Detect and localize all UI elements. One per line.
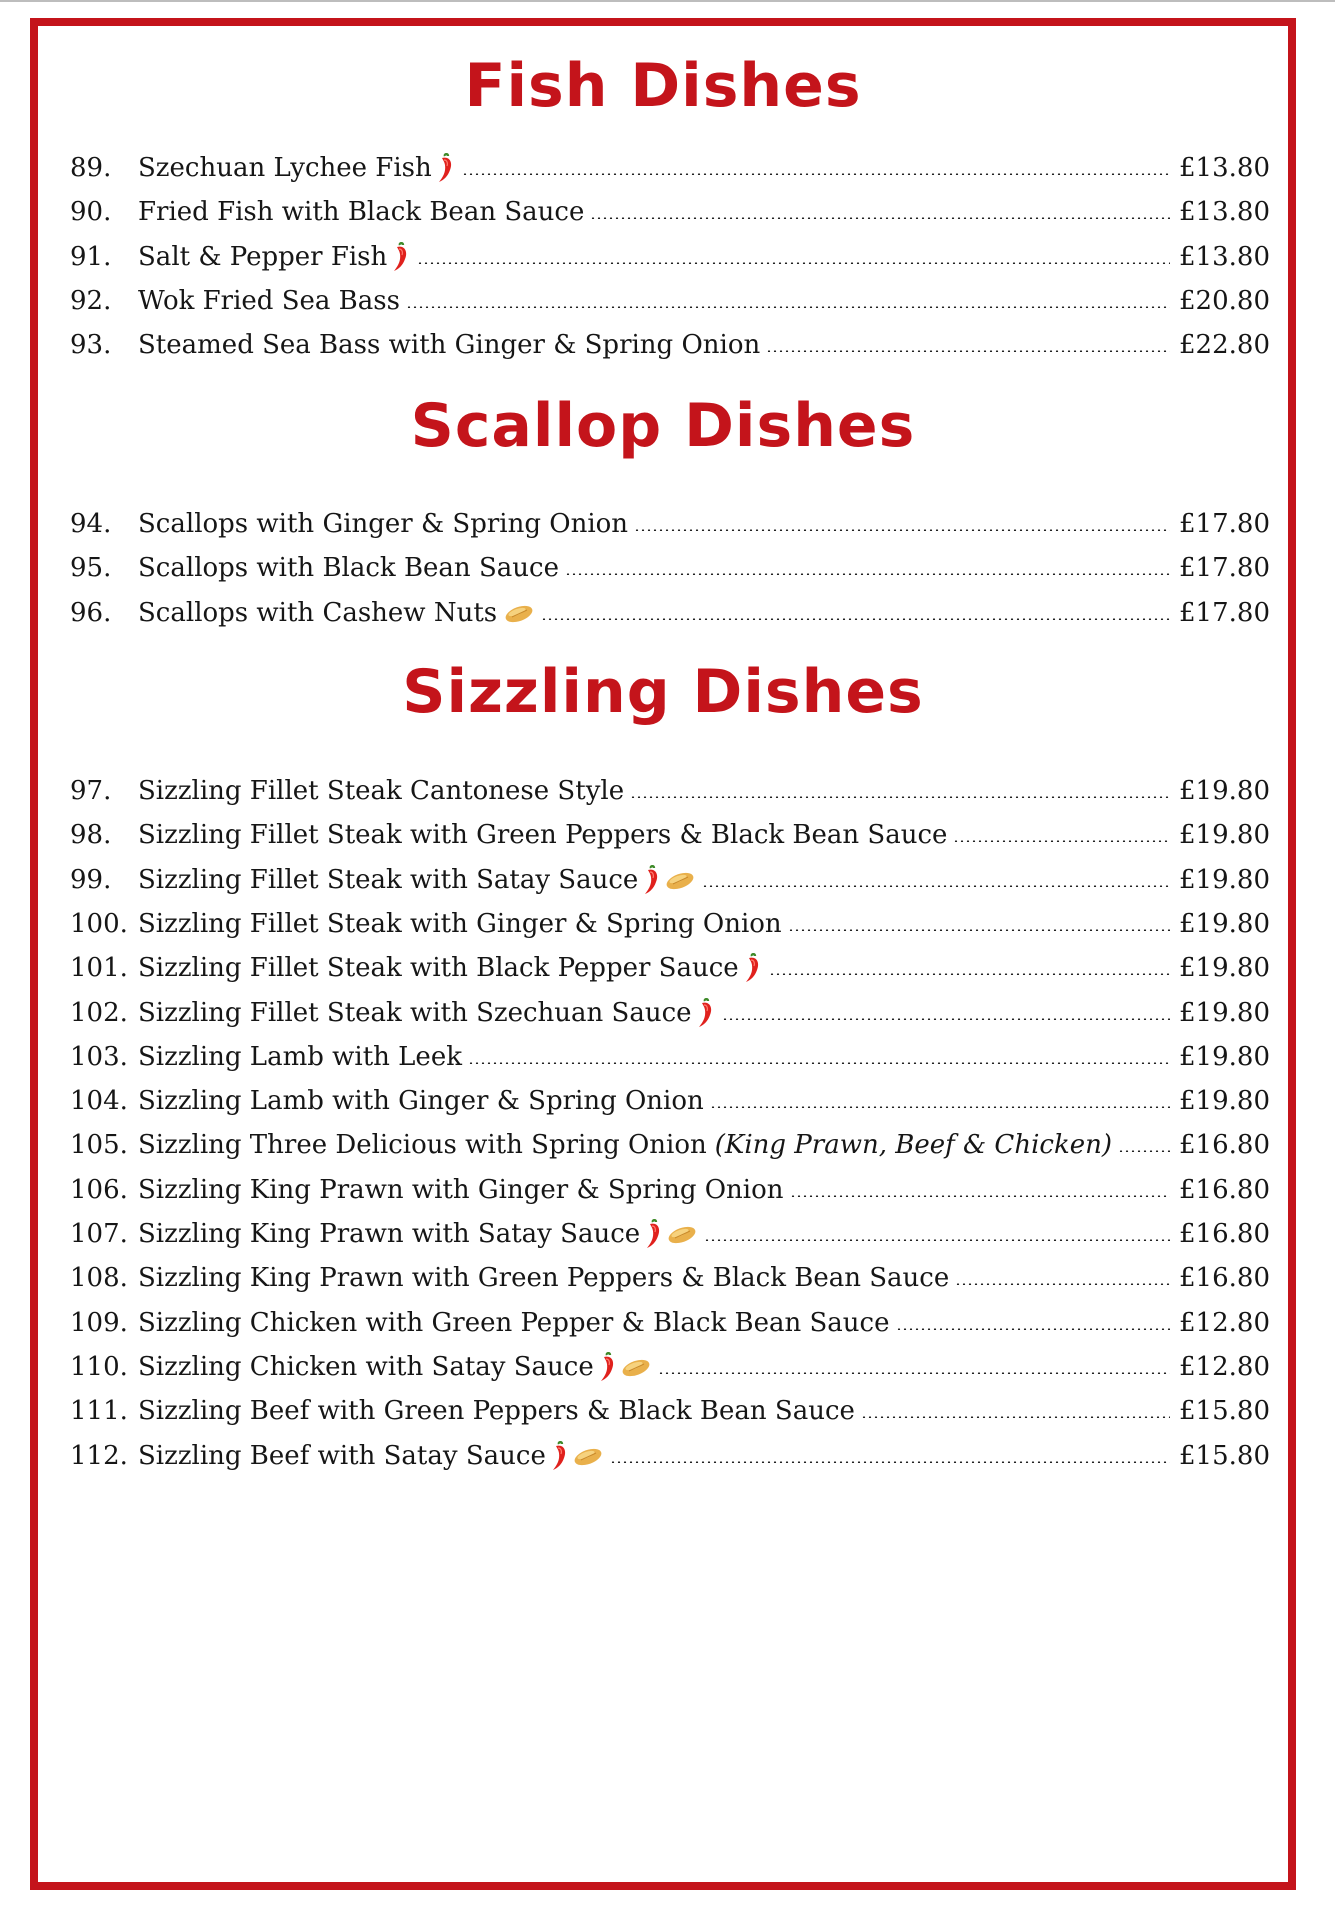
cashew-icon: [664, 869, 696, 891]
item-price: £17.80: [1179, 509, 1270, 539]
item-number: 106.: [70, 1174, 128, 1205]
dot-leader: [462, 173, 1170, 175]
item-icons: [436, 153, 456, 183]
item-number: 101.: [70, 953, 128, 984]
menu-item-row: [70, 1393, 1270, 1429]
item-name: Sizzling Three Delicious with Spring Onion: [138, 1130, 707, 1161]
item-number: 112.: [70, 1440, 128, 1471]
dot-leader: [953, 840, 1170, 842]
menu-item-row: [70, 283, 1270, 319]
item-price: £22.80: [1179, 330, 1270, 361]
item-name: Fried Fish with Black Bean Sauce: [138, 197, 585, 228]
item-note: (King Prawn, Beef & Chicken): [714, 1130, 1112, 1161]
item-name: Scallops with Cashew Nuts: [138, 597, 498, 628]
item-name: Szechuan Lychee Fish: [138, 153, 432, 183]
dot-leader: [710, 1106, 1170, 1108]
menu-item-row: [70, 1260, 1270, 1296]
cashew-icon: [503, 602, 535, 624]
menu-page-frame: [30, 18, 1296, 1890]
item-number: 90.: [70, 197, 112, 228]
item-number: 107.: [70, 1219, 128, 1249]
item-name: Salt & Pepper Fish: [138, 241, 388, 272]
menu-item-row: [70, 817, 1270, 853]
item-number: 97.: [70, 776, 112, 806]
item-name: Wok Fried Sea Bass: [138, 285, 400, 316]
item-number: 104.: [70, 1086, 128, 1117]
menu-item-row: [70, 150, 1270, 186]
menu-item-row: [70, 194, 1270, 230]
item-number: 98.: [70, 820, 112, 851]
item-icons: [598, 1352, 652, 1382]
item-number: 92.: [70, 285, 112, 316]
item-name: Sizzling Lamb with Ginger & Spring Onion: [138, 1086, 704, 1117]
menu-item-row: [70, 862, 1270, 898]
item-price: £15.80: [1179, 1440, 1270, 1471]
item-name: Sizzling King Prawn with Green Peppers & Black Bean Sauce: [138, 1263, 950, 1294]
item-icons: [391, 242, 411, 272]
chili-icon: [696, 998, 716, 1028]
item-name: Scallops with Black Bean Sauce: [138, 553, 559, 584]
item-number: 91.: [70, 241, 112, 272]
item-icons: [550, 1441, 604, 1471]
cashew-icon: [572, 1445, 604, 1467]
dot-leader: [790, 1195, 1170, 1197]
item-name: Scallops with Ginger & Spring Onion: [138, 509, 629, 539]
section-title: Fish Dishes: [464, 51, 862, 121]
menu-item-row: [70, 550, 1270, 586]
item-price: £16.80: [1179, 1263, 1270, 1294]
item-name: Sizzling Beef with Green Peppers & Black Bean Sauce: [138, 1396, 855, 1427]
item-price: £19.80: [1179, 864, 1270, 895]
menu-item-row: [70, 950, 1270, 986]
cashew-icon: [666, 1223, 698, 1245]
top-rule: [0, 0, 1335, 2]
item-name: Sizzling Fillet Steak Cantonese Style: [138, 776, 625, 806]
dot-leader: [658, 1372, 1170, 1374]
dot-leader: [610, 1461, 1170, 1463]
item-price: £19.80: [1179, 776, 1270, 806]
dot-leader: [630, 796, 1170, 798]
dot-leader: [861, 1416, 1170, 1418]
chili-icon: [642, 865, 662, 895]
dot-leader: [766, 350, 1170, 352]
item-price: £13.80: [1179, 153, 1270, 183]
item-number: 111.: [70, 1396, 128, 1427]
item-price: £19.80: [1179, 997, 1270, 1028]
dot-leader: [769, 973, 1170, 975]
item-number: 108.: [70, 1263, 128, 1294]
item-price: £15.80: [1179, 1396, 1270, 1427]
section-title: Scallop Dishes: [410, 391, 916, 461]
item-price: £16.80: [1179, 1174, 1270, 1205]
menu-item-row: [70, 1216, 1270, 1252]
item-price: £20.80: [1179, 285, 1270, 316]
dot-leader: [541, 618, 1170, 620]
menu-item-row: [70, 1349, 1270, 1385]
item-name: Sizzling Fillet Steak with Green Peppers & Black Bean Sauce: [138, 820, 948, 851]
item-price: £12.80: [1179, 1307, 1270, 1338]
item-price: £19.80: [1179, 820, 1270, 851]
chili-icon: [743, 953, 763, 983]
menu-item-row: [70, 239, 1270, 275]
item-name: Sizzling King Prawn with Ginger & Spring Onion: [138, 1174, 784, 1205]
item-name: Sizzling Lamb with Leek: [138, 1041, 462, 1072]
dot-leader: [406, 306, 1170, 308]
item-price: £19.80: [1179, 953, 1270, 984]
item-name: Sizzling Beef with Satay Sauce: [138, 1440, 546, 1471]
dot-leader: [896, 1328, 1171, 1330]
item-number: 96.: [70, 597, 112, 628]
item-icons: [642, 865, 696, 895]
dot-leader: [788, 929, 1170, 931]
dot-leader: [565, 573, 1170, 575]
item-icons: [501, 602, 535, 624]
chili-icon: [550, 1441, 570, 1471]
menu-item-row: [70, 506, 1270, 542]
item-number: 103.: [70, 1041, 128, 1072]
menu-item-row: [70, 1438, 1270, 1474]
chili-icon: [436, 153, 456, 183]
item-number: 110.: [70, 1351, 128, 1382]
section-title: Sizzling Dishes: [402, 657, 924, 727]
item-price: £17.80: [1179, 553, 1270, 584]
item-number: 93.: [70, 330, 112, 361]
dot-leader: [417, 262, 1170, 264]
item-name: Sizzling Chicken with Green Pepper & Black Bean Sauce: [138, 1307, 890, 1338]
item-price: £17.80: [1179, 597, 1270, 628]
chili-icon: [598, 1352, 618, 1382]
menu-item-row: [70, 1039, 1270, 1075]
item-icons: [696, 998, 716, 1028]
item-icons: [644, 1219, 698, 1249]
dot-leader: [1118, 1150, 1170, 1152]
cashew-icon: [620, 1356, 652, 1378]
item-price: £13.80: [1179, 241, 1270, 272]
item-number: 109.: [70, 1307, 128, 1338]
dot-leader: [634, 529, 1170, 531]
dot-leader: [704, 1239, 1170, 1241]
item-name: Sizzling Fillet Steak with Black Pepper Sauce: [138, 953, 739, 984]
item-icons: [743, 953, 763, 983]
item-name: Sizzling Fillet Steak with Satay Sauce: [138, 864, 639, 895]
menu-item-row: [70, 595, 1270, 631]
item-number: 102.: [70, 997, 128, 1028]
dot-leader: [702, 885, 1170, 887]
dot-leader: [468, 1062, 1170, 1064]
item-name: Sizzling King Prawn with Satay Sauce: [138, 1219, 641, 1249]
item-number: 89.: [70, 153, 112, 183]
chili-icon: [391, 242, 411, 272]
item-price: £12.80: [1179, 1351, 1270, 1382]
menu-item-row: [70, 1127, 1270, 1163]
item-number: 100.: [70, 908, 128, 939]
dot-leader: [722, 1018, 1170, 1020]
item-price: £19.80: [1179, 908, 1270, 939]
dot-leader: [955, 1283, 1170, 1285]
menu-item-row: [70, 1083, 1270, 1119]
dot-leader: [590, 217, 1170, 219]
chili-icon: [644, 1219, 664, 1249]
item-number: 99.: [70, 864, 112, 895]
menu-item-row: [70, 995, 1270, 1031]
item-price: £16.80: [1179, 1219, 1270, 1249]
item-name: Sizzling Chicken with Satay Sauce: [138, 1351, 594, 1382]
item-number: 105.: [70, 1130, 128, 1161]
item-number: 95.: [70, 553, 112, 584]
item-price: £13.80: [1179, 197, 1270, 228]
item-name: Steamed Sea Bass with Ginger & Spring Onion: [138, 330, 761, 361]
menu-item-row: [70, 1172, 1270, 1208]
item-price: £19.80: [1179, 1041, 1270, 1072]
menu-item-row: [70, 906, 1270, 942]
item-name: Sizzling Fillet Steak with Ginger & Spring Onion: [138, 908, 782, 939]
item-price: £16.80: [1179, 1130, 1270, 1161]
menu-item-row: [70, 1305, 1270, 1341]
menu-item-row: [70, 773, 1270, 809]
item-number: 94.: [70, 509, 112, 539]
item-name: Sizzling Fillet Steak with Szechuan Sauce: [138, 997, 692, 1028]
menu-item-row: [70, 327, 1270, 363]
item-price: £19.80: [1179, 1086, 1270, 1117]
